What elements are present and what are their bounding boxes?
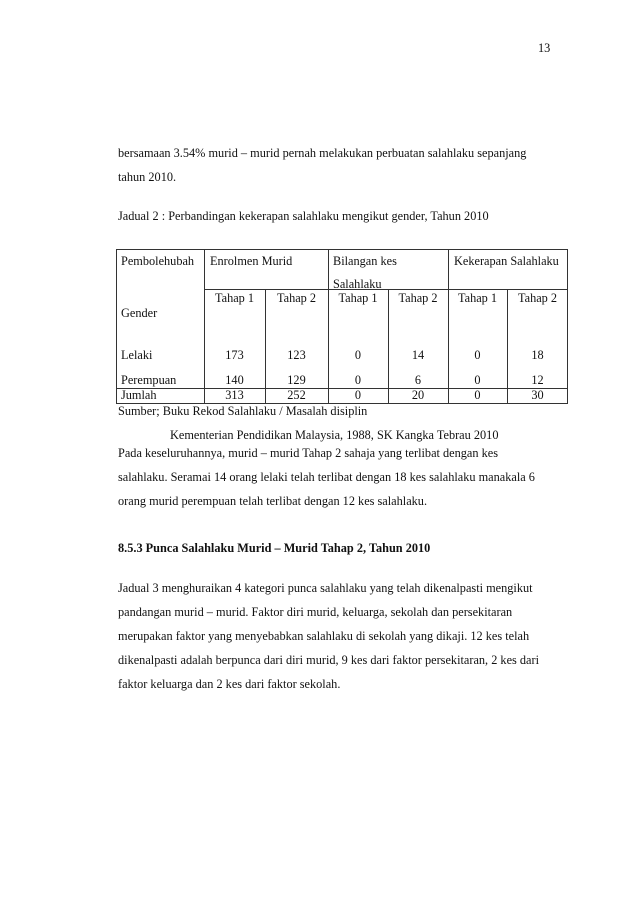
para2-line-3: merupakan faktor yang menyebabkan salahlaku di sekolah yang dikaji. 12 kes telah	[118, 629, 530, 643]
table-cell: 313	[225, 388, 244, 402]
para2-line-2: pandangan murid – murid. Faktor diri murid, keluarga, sekolah dan persekitaran	[118, 605, 513, 619]
header-bilangan-2: Salahlaku	[333, 277, 382, 291]
subheader-tahap1: Tahap 1	[457, 291, 498, 305]
table-cell: 18	[531, 348, 544, 362]
table-cell: 129	[287, 373, 306, 387]
subheader-tahap1: Tahap 1	[338, 291, 378, 305]
para2-line-1: Jadual 3 menghuraikan 4 kategori punca salahlaku yang telah dikenalpasti mengikut	[118, 581, 533, 595]
para1-line-1: Pada keseluruhannya, murid – murid Tahap 2 sahaja yang terlibat dengan kes	[118, 446, 499, 460]
source-line-2: Kementerian Pendidikan Malaysia, 1988, SK Kangka Tebrau 2010	[170, 428, 499, 442]
table-caption: Jadual 2 : Perbandingan kekerapan salahlaku mengikut gender, Tahun 2010	[118, 209, 489, 223]
subheader-tahap2: Tahap 2	[276, 291, 317, 305]
row-label: Lelaki	[121, 348, 153, 362]
table-cell: 0	[354, 348, 362, 362]
table-cell: 0	[474, 348, 481, 362]
table-cell: 12	[531, 373, 544, 387]
subheader-tahap2: Tahap 2	[517, 291, 558, 305]
source-line-1: Sumber; Buku Rekod Salahlaku / Masalah disiplin	[118, 404, 368, 418]
comparison-table	[116, 249, 568, 404]
table-cell: 173	[225, 348, 244, 362]
table-cell: 0	[354, 373, 362, 387]
table-cell: 252	[287, 388, 306, 402]
table-cell: 20	[411, 388, 425, 402]
header-enrolmen: Enrolmen Murid	[210, 254, 293, 268]
gender-label: Gender	[121, 306, 158, 320]
table-cell: 14	[411, 348, 425, 362]
table-cell: 6	[414, 373, 422, 387]
subheader-tahap1: Tahap 1	[214, 291, 255, 305]
header-pembolehubah: Pembolehubah	[121, 254, 195, 268]
para2-line-5: faktor keluarga dan 2 kes dari faktor sekolah.	[118, 677, 341, 691]
row-label: Jumlah	[121, 388, 157, 402]
para2-line-4: dikenalpasti adalah berpunca dari diri murid, 9 kes dari faktor persekitaran, 2 kes dari	[118, 653, 540, 667]
table-cell: 0	[474, 373, 481, 387]
header-kekerapan: Kekerapan Salahlaku	[454, 254, 559, 268]
table-cell: 0	[474, 388, 481, 402]
table-divider	[204, 289, 567, 290]
table-cell: 123	[287, 348, 306, 362]
table-cell: 30	[531, 388, 544, 402]
intro-line-2: tahun 2010.	[118, 170, 177, 184]
table-cell: 140	[225, 373, 244, 387]
para1-line-2: salahlaku. Seramai 14 orang lelaki telah terlibat dengan 18 kes salahlaku manakala 6	[118, 470, 535, 484]
row-label: Perempuan	[121, 373, 177, 387]
header-bilangan-1: Bilangan kes	[333, 254, 397, 268]
table-cell: 0	[354, 388, 362, 402]
intro-line-1: bersamaan 3.54% murid – murid pernah melakukan perbuatan salahlaku sepanjang	[118, 146, 527, 160]
para1-line-3: orang murid perempuan telah terlibat dengan 12 kes salahlaku.	[118, 494, 428, 508]
subheader-tahap2: Tahap 2	[398, 291, 438, 305]
page-number: 13	[538, 41, 551, 55]
section-heading: 8.5.3 Punca Salahlaku Murid – Murid Tahap 2, Tahun 2010	[118, 541, 431, 555]
